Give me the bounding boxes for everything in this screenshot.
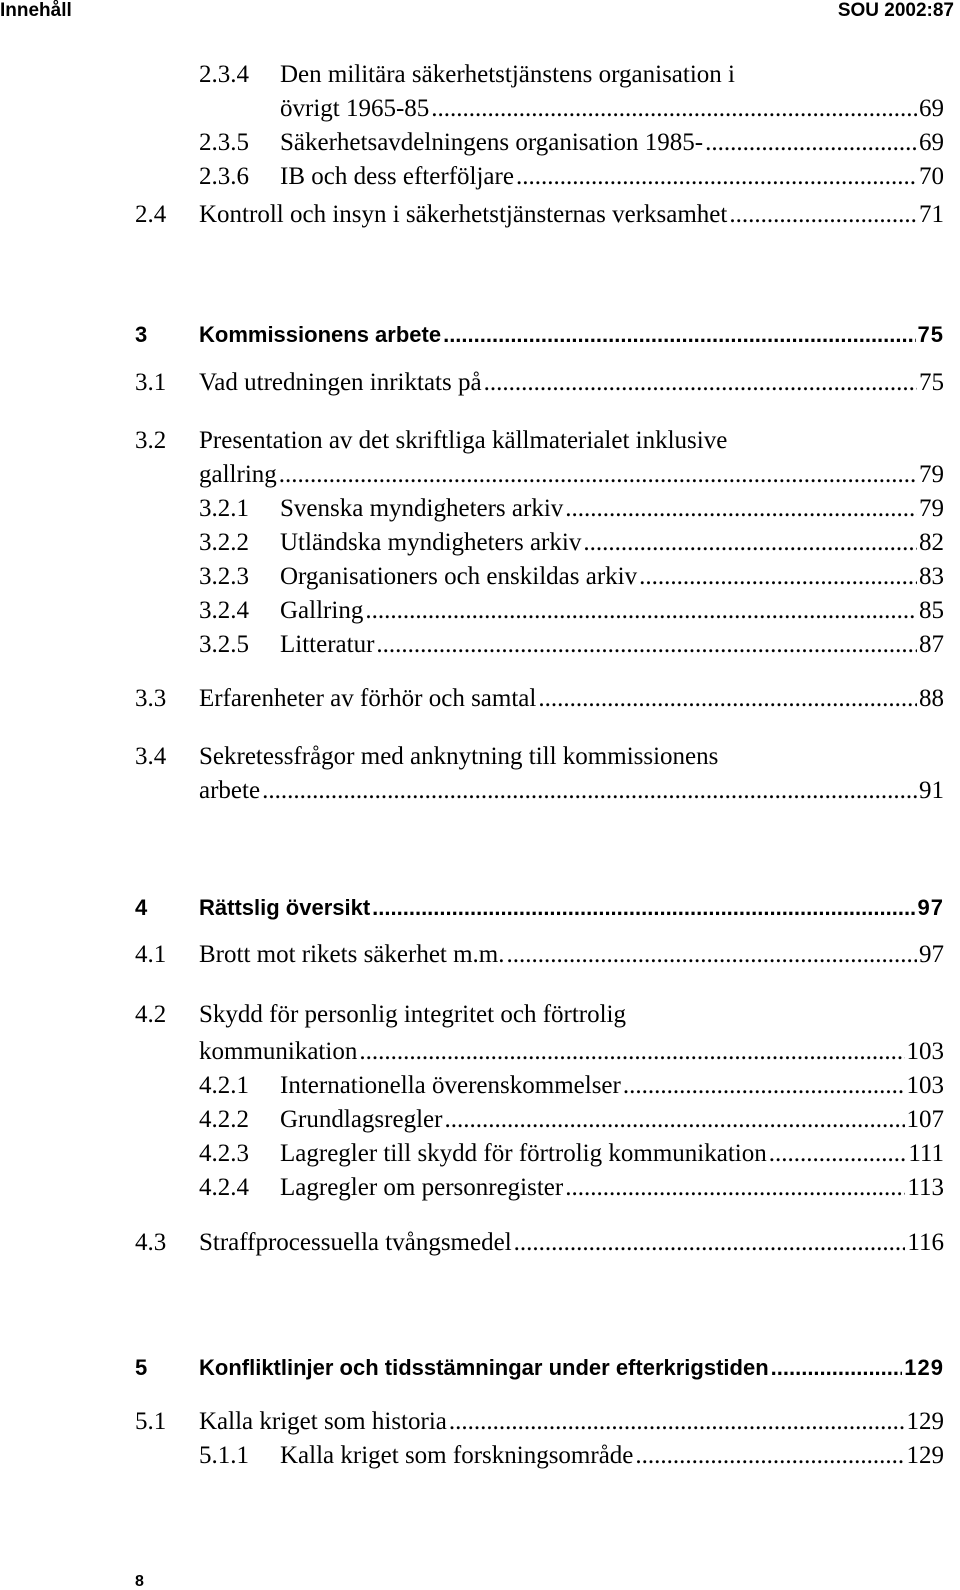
toc-entry-continuation[interactable] [0, 458, 960, 492]
dot-leader [431, 92, 917, 126]
toc-entry[interactable] [0, 1439, 960, 1473]
toc-entry-page: 129 [904, 1355, 944, 1380]
running-header-section: Innehåll [0, 0, 72, 21]
dot-leader [372, 891, 915, 925]
toc-entry-title: Kalla kriget som historia [199, 1408, 447, 1435]
toc-entry-page: 97 [917, 895, 944, 920]
toc-entry-number: 3.2.3 [199, 563, 249, 590]
toc-entry-number: 5.1 [135, 1408, 167, 1435]
toc-entry[interactable] [0, 160, 960, 194]
toc-entry-number: 4.2.2 [199, 1106, 249, 1133]
toc-entry[interactable] [0, 938, 960, 972]
toc-entry-page: 75 [919, 369, 944, 396]
toc-entry-page: 71 [919, 201, 944, 228]
dot-leader [639, 560, 917, 594]
toc-entry[interactable] [0, 526, 960, 560]
toc-entry[interactable] [0, 58, 960, 92]
dot-leader [565, 1171, 905, 1205]
toc-entry-number: 4.2.4 [199, 1174, 249, 1201]
toc-entry-title: kommunikation [199, 1038, 358, 1065]
dot-leader [729, 198, 917, 232]
toc-entry-title: Kalla kriget som forskningsområde [280, 1442, 634, 1469]
toc-entry-number: 3.2.1 [199, 495, 249, 522]
dot-leader [635, 1439, 904, 1473]
toc-entry[interactable] [0, 198, 960, 232]
toc-entry[interactable] [0, 560, 960, 594]
toc-entry-continuation[interactable] [0, 92, 960, 126]
toc-entry-page: 111 [908, 1140, 944, 1167]
toc-entry-page: 79 [919, 495, 944, 522]
toc-entry[interactable] [0, 682, 960, 716]
toc-entry-title: Organisationers och enskildas arkiv [280, 563, 638, 590]
dot-leader [484, 366, 917, 400]
toc-entry-number: 3.1 [135, 369, 167, 396]
toc-entry-title: Konfliktlinjer och tidsstämningar under efterkrigstiden [199, 1355, 769, 1380]
toc-entry-number: 4.1 [135, 941, 167, 968]
toc-entry-number: 4 [135, 895, 148, 920]
toc-entry-number: 3.2.4 [199, 597, 249, 624]
toc-entry-page: 87 [919, 631, 944, 658]
toc-entry-page: 91 [919, 777, 944, 804]
toc-entry-number: 2.3.6 [199, 163, 249, 190]
toc-entry-title: arbete [199, 777, 261, 804]
toc-entry-page: 107 [906, 1106, 944, 1133]
dot-leader [359, 1035, 904, 1069]
toc-entry-number: 3.2.2 [199, 529, 249, 556]
toc-entry-title: Erfarenheter av förhör och samtal [199, 685, 537, 712]
dot-leader [449, 1405, 905, 1439]
toc-entry-page: 97 [919, 941, 944, 968]
toc-entry-number: 2.3.5 [199, 129, 249, 156]
toc-entry[interactable] [0, 740, 960, 774]
dot-leader [444, 1103, 904, 1137]
toc-entry-number: 4.2.1 [199, 1072, 249, 1099]
toc-chapter-entry[interactable] [0, 1351, 960, 1385]
toc-entry-number: 2.3.4 [199, 61, 249, 88]
toc-entry-number: 5 [135, 1355, 148, 1380]
dot-leader [365, 594, 917, 628]
toc-entry-title: Säkerhetsavdelningens organisation 1985- [280, 129, 704, 156]
toc-entry-title: Skydd för personlig integritet och förtrolig [199, 1001, 627, 1028]
toc-entry-number: 4.2.3 [199, 1140, 249, 1167]
toc-entry-page: 103 [906, 1038, 944, 1065]
toc-entry[interactable] [0, 1103, 960, 1137]
toc-entry-title: Vad utredningen inriktats på [199, 369, 482, 396]
dot-leader [376, 628, 917, 662]
toc-entry[interactable] [0, 1171, 960, 1205]
toc-entry-number: 3 [135, 322, 148, 347]
toc-entry-page: 116 [907, 1229, 944, 1256]
page-number: 8 [135, 1573, 144, 1590]
toc-entry-title: övrigt 1965-85 [280, 95, 430, 122]
dot-leader [705, 126, 917, 160]
toc-chapter-entry[interactable] [0, 891, 960, 925]
toc-entry-number: 3.2 [135, 427, 167, 454]
toc-entry-number: 4.3 [135, 1229, 167, 1256]
toc-entry-title: IB och dess efterföljare [280, 163, 514, 190]
toc-entry[interactable] [0, 594, 960, 628]
toc-entry-title: Grundlagsregler [280, 1106, 443, 1133]
toc-entry-page: 129 [906, 1442, 944, 1469]
toc-entry-title: Presentation av det skriftliga källmaterialet inklusive [199, 427, 728, 454]
dot-leader [538, 682, 917, 716]
toc-entry-page: 85 [919, 597, 944, 624]
toc-entry-page: 113 [907, 1174, 944, 1201]
toc-entry-number: 5.1.1 [199, 1442, 249, 1469]
toc-entry[interactable] [0, 1226, 960, 1260]
toc-entry-page: 103 [906, 1072, 944, 1099]
dot-leader [769, 1137, 907, 1171]
toc-entry-continuation[interactable] [0, 1035, 960, 1069]
toc-entry-title: Lagregler om personregister [280, 1174, 564, 1201]
dot-leader [771, 1351, 903, 1385]
toc-entry-title: Lagregler till skydd för förtrolig kommunikation [280, 1140, 767, 1167]
toc-entry-number: 3.4 [135, 743, 167, 770]
toc-entry[interactable] [0, 126, 960, 160]
dot-leader [583, 526, 917, 560]
toc-entry-title: Kontroll och insyn i säkerhetstjänsternas verksamhet [199, 201, 728, 228]
toc-entry-title: gallring [199, 461, 277, 488]
toc-entry-title: Kommissionens arbete [199, 322, 442, 347]
toc-entry-page: 83 [919, 563, 944, 590]
toc-entry-page: 75 [917, 322, 944, 347]
toc-entry-page: 82 [919, 529, 944, 556]
toc-entry-page: 70 [919, 163, 944, 190]
toc-entry[interactable] [0, 424, 960, 458]
toc-chapter-entry[interactable] [0, 318, 960, 352]
running-header-report-id: SOU 2002:87 [837, 0, 954, 21]
toc-entry-title: Litteratur [280, 631, 375, 658]
toc-entry[interactable] [0, 1069, 960, 1103]
toc-entry-title: Den militära säkerhetstjänstens organisation i [280, 61, 735, 88]
toc-entry[interactable] [0, 1137, 960, 1171]
toc-entry-number: 4.2 [135, 1001, 167, 1028]
toc-entry-title: Gallring [280, 597, 364, 624]
dot-leader [516, 160, 917, 194]
toc-entry-title: Brott mot rikets säkerhet m.m. [199, 941, 505, 968]
toc-entry[interactable] [0, 1405, 960, 1439]
toc-entry-title: Svenska myndigheters arkiv [280, 495, 564, 522]
toc-entry-number: 3.2.5 [199, 631, 249, 658]
toc-entry-page: 129 [906, 1408, 944, 1435]
toc-entry[interactable] [0, 366, 960, 400]
toc-entry[interactable] [0, 492, 960, 526]
toc-entry-page: 69 [919, 129, 944, 156]
toc-entry[interactable] [0, 998, 960, 1032]
toc-entry-number: 2.4 [135, 201, 167, 228]
toc-entry-page: 88 [919, 685, 944, 712]
toc-entry-continuation[interactable] [0, 774, 960, 808]
toc-entry-title: Utländska myndigheters arkiv [280, 529, 582, 556]
dot-leader [507, 938, 917, 972]
toc-entry-title: Internationella överenskommelser [280, 1072, 621, 1099]
toc-entry-page: 79 [919, 461, 944, 488]
dot-leader [565, 492, 917, 526]
dot-leader [443, 318, 915, 352]
toc-entry-title: Straffprocessuella tvångsmedel [199, 1229, 512, 1256]
toc-entry-page: 69 [919, 95, 944, 122]
toc-entry[interactable] [0, 628, 960, 662]
dot-leader [262, 774, 917, 808]
toc-entry-title: Sekretessfrågor med anknytning till kommissionens [199, 743, 719, 770]
dot-leader [279, 458, 917, 492]
dot-leader [623, 1069, 905, 1103]
dot-leader [514, 1226, 906, 1260]
toc-entry-title: Rättslig översikt [199, 895, 371, 920]
toc-entry-number: 3.3 [135, 685, 167, 712]
